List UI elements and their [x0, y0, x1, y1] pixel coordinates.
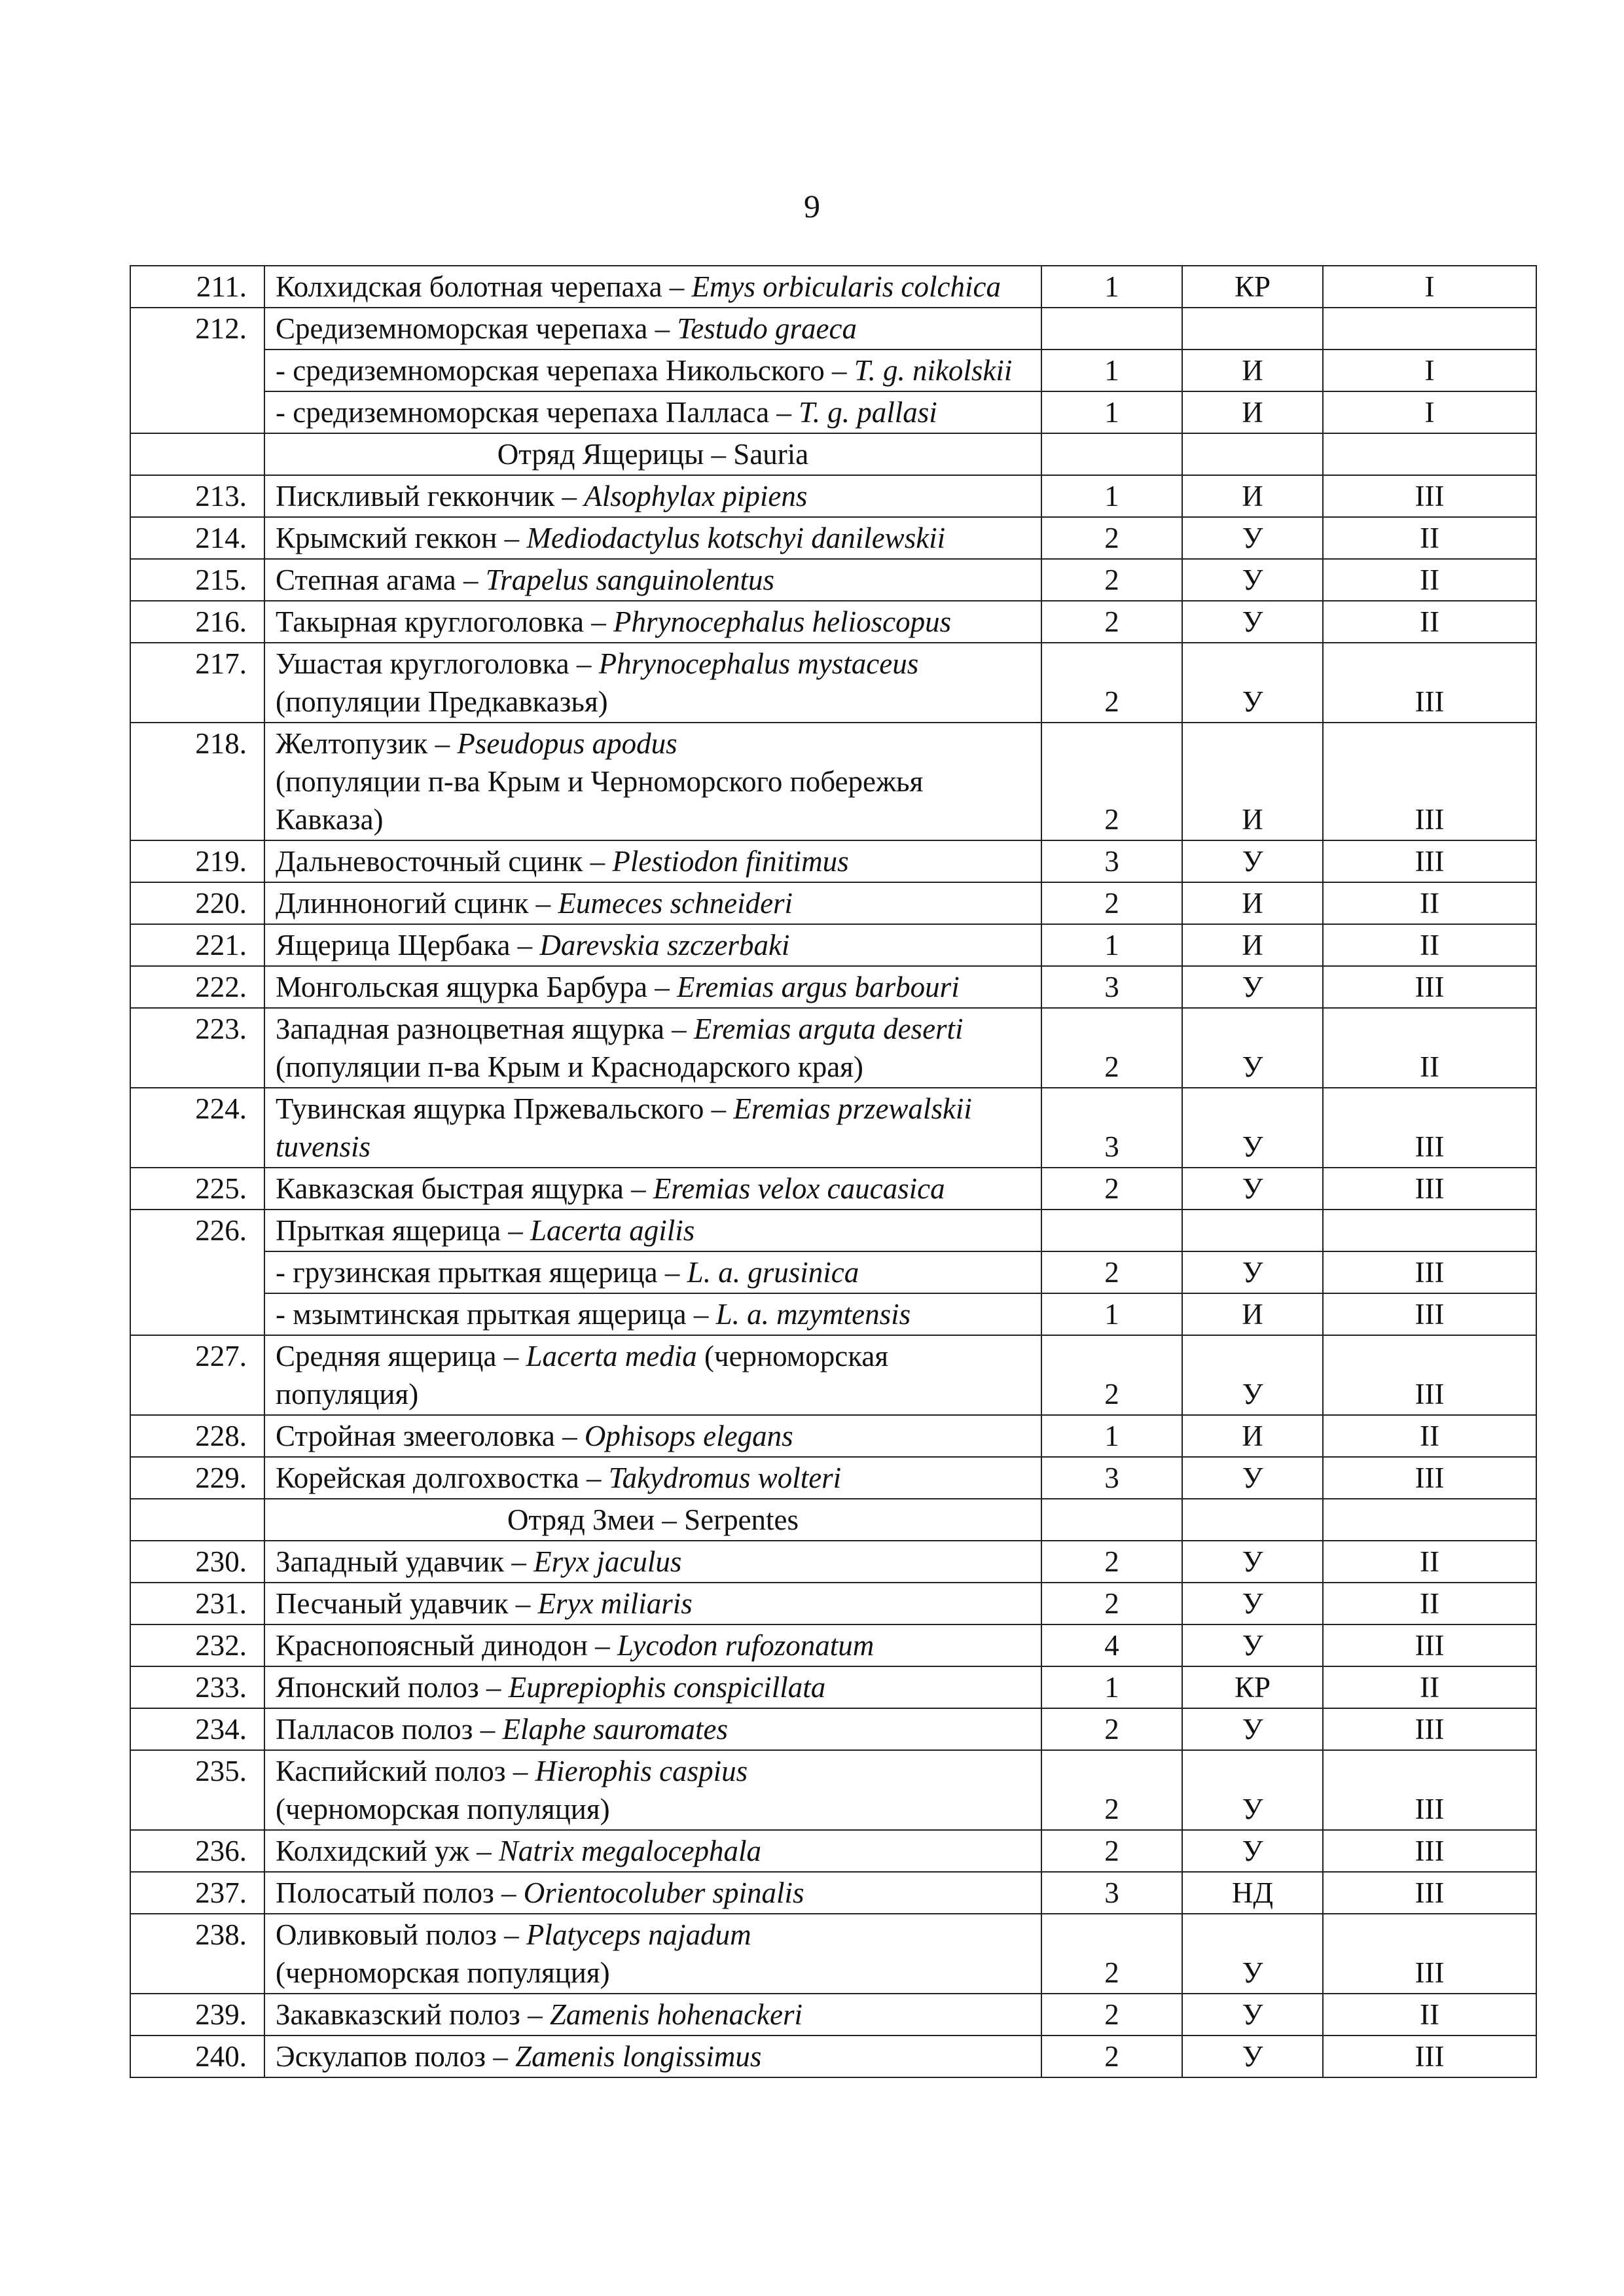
priority-class: III — [1323, 1457, 1536, 1499]
category-number: 2 — [1041, 559, 1182, 601]
species-name — [264, 1666, 1041, 1708]
priority-class: II — [1323, 924, 1536, 966]
status-code: У — [1182, 966, 1323, 1008]
russian-name: Корейская долгохвостка – — [276, 1462, 609, 1494]
species-row — [130, 475, 1536, 517]
priority-class: I — [1323, 391, 1536, 433]
species-row — [130, 1583, 1536, 1624]
russian-name: Ящерица Щербака – — [276, 929, 540, 961]
russian-name: Пискливый геккончик – — [276, 480, 585, 512]
latin-name: Eumeces schneideri — [558, 887, 793, 920]
priority-class — [1323, 1210, 1536, 1251]
priority-class — [1323, 308, 1536, 350]
species-row — [130, 882, 1536, 924]
status-code: У — [1182, 1168, 1323, 1210]
russian-name: Закавказский полоз – — [276, 1998, 550, 2031]
species-name — [264, 643, 1041, 723]
row-number: 236. — [130, 1830, 264, 1872]
russian-name: Стройная змееголовка – — [276, 1420, 585, 1452]
population-note: (черноморская популяция) — [276, 1956, 610, 1989]
status-code: У — [1182, 1750, 1323, 1830]
population-note: (черноморская популяция) — [276, 1340, 889, 1410]
status-code: У — [1182, 1335, 1323, 1415]
latin-name: Lacerta agilis — [530, 1214, 695, 1247]
population-note: (популяции п-ва Крым и Краснодарского края) — [276, 1050, 863, 1083]
row-number: 218. — [130, 723, 264, 840]
species-row — [130, 840, 1536, 882]
row-number — [130, 433, 264, 475]
priority-class: II — [1323, 1583, 1536, 1624]
row-number: 220. — [130, 882, 264, 924]
species-row — [130, 1210, 1536, 1251]
latin-name: Pseudopus apodus — [457, 727, 677, 760]
russian-name: Каспийский полоз – — [276, 1755, 535, 1787]
category-number: 2 — [1041, 1994, 1182, 2036]
species-name — [264, 924, 1041, 966]
category-number: 2 — [1041, 1750, 1182, 1830]
species-row — [130, 924, 1536, 966]
priority-class: III — [1323, 1872, 1536, 1914]
species-name — [264, 391, 1041, 433]
latin-name: Orientocoluber spinalis — [523, 1876, 804, 1909]
status-code: КР — [1182, 266, 1323, 308]
row-number: 213. — [130, 475, 264, 517]
russian-name: - грузинская прыткая ящерица – — [276, 1256, 687, 1289]
status-code: У — [1182, 1708, 1323, 1750]
species-row — [130, 1251, 1536, 1293]
species-name — [264, 1210, 1041, 1251]
category-number: 2 — [1041, 601, 1182, 643]
species-row — [130, 643, 1536, 723]
category-number: 2 — [1041, 1708, 1182, 1750]
latin-name: Takydromus wolteri — [608, 1462, 842, 1494]
russian-name: Песчаный удавчик – — [276, 1587, 538, 1620]
russian-name: Дальневосточный сцинк – — [276, 845, 613, 878]
species-row — [130, 1830, 1536, 1872]
order-header-row — [130, 1499, 1536, 1541]
status-code: И — [1182, 1415, 1323, 1457]
species-row — [130, 1293, 1536, 1335]
latin-name: Lacerta media — [526, 1340, 697, 1372]
latin-name: Eryx miliaris — [537, 1587, 693, 1620]
species-row — [130, 1914, 1536, 1994]
russian-name: Тувинская ящурка Пржевальского – — [276, 1092, 734, 1125]
species-name — [264, 1335, 1041, 1415]
empty-cell — [1182, 1499, 1323, 1541]
russian-name: - средиземноморская черепаха Никольского – — [276, 354, 854, 387]
category-number: 3 — [1041, 966, 1182, 1008]
category-number — [1041, 1210, 1182, 1251]
species-row — [130, 966, 1536, 1008]
russian-name: Такырная круглоголовка – — [276, 605, 613, 638]
status-code: И — [1182, 924, 1323, 966]
row-number: 226. — [130, 1210, 264, 1335]
species-name — [264, 308, 1041, 350]
priority-class: I — [1323, 350, 1536, 391]
species-name — [264, 601, 1041, 643]
priority-class: III — [1323, 1335, 1536, 1415]
latin-name: Phrynocephalus helioscopus — [613, 605, 952, 638]
russian-name: Оливковый полоз – — [276, 1918, 526, 1951]
priority-class: III — [1323, 723, 1536, 840]
order-title: Отряд Ящерицы – Sauria — [264, 433, 1041, 475]
russian-name: Эскулапов полоз – — [276, 2040, 516, 2073]
priority-class: II — [1323, 559, 1536, 601]
row-number: 231. — [130, 1583, 264, 1624]
page-number: 9 — [804, 188, 820, 224]
status-code: У — [1182, 601, 1323, 643]
category-number: 2 — [1041, 643, 1182, 723]
russian-name: Краснопоясный динодон – — [276, 1629, 617, 1662]
species-row — [130, 1750, 1536, 1830]
status-code: У — [1182, 2036, 1323, 2077]
priority-class: III — [1323, 1708, 1536, 1750]
order-header-row — [130, 433, 1536, 475]
empty-cell — [1041, 433, 1182, 475]
species-name — [264, 350, 1041, 391]
priority-class: II — [1323, 1994, 1536, 2036]
latin-name: Emys orbicularis colchica — [691, 270, 1001, 303]
russian-name: Японский полоз – — [276, 1671, 509, 1704]
russian-name: Кавказская быстрая ящурка – — [276, 1172, 653, 1205]
row-number: 232. — [130, 1624, 264, 1666]
latin-name: Eremias przewalskii tuvensis — [276, 1092, 972, 1163]
latin-name: Ophisops elegans — [584, 1420, 793, 1452]
category-number: 1 — [1041, 1293, 1182, 1335]
latin-name: L. a. grusinica — [687, 1256, 859, 1289]
species-name — [264, 966, 1041, 1008]
status-code: У — [1182, 1251, 1323, 1293]
category-number — [1041, 308, 1182, 350]
species-name — [264, 475, 1041, 517]
priority-class: II — [1323, 1666, 1536, 1708]
priority-class: III — [1323, 2036, 1536, 2077]
russian-name: Степная агама – — [276, 564, 486, 596]
status-code: У — [1182, 1088, 1323, 1168]
latin-name: Darevskia szczerbaki — [539, 929, 790, 961]
status-code — [1182, 1210, 1323, 1251]
latin-name: Eremias argus barbouri — [677, 971, 960, 1003]
species-name — [264, 2036, 1041, 2077]
latin-name: T. g. nikolskii — [854, 354, 1013, 387]
species-name — [264, 1872, 1041, 1914]
priority-class: III — [1323, 1168, 1536, 1210]
row-number: 227. — [130, 1335, 264, 1415]
species-row — [130, 559, 1536, 601]
row-number: 219. — [130, 840, 264, 882]
status-code: У — [1182, 517, 1323, 559]
priority-class: III — [1323, 1914, 1536, 1994]
species-row — [130, 308, 1536, 350]
status-code: КР — [1182, 1666, 1323, 1708]
row-number: 240. — [130, 2036, 264, 2077]
category-number: 1 — [1041, 924, 1182, 966]
status-code: У — [1182, 1624, 1323, 1666]
species-row — [130, 2036, 1536, 2077]
category-number: 2 — [1041, 1914, 1182, 1994]
category-number: 3 — [1041, 1457, 1182, 1499]
species-row — [130, 601, 1536, 643]
species-name — [264, 1088, 1041, 1168]
species-name — [264, 1708, 1041, 1750]
priority-class: III — [1323, 1293, 1536, 1335]
species-row — [130, 1624, 1536, 1666]
latin-name: Mediodactylus kotschyi danilewskii — [526, 522, 946, 554]
latin-name: Eremias arguta deserti — [693, 1013, 964, 1045]
priority-class: II — [1323, 517, 1536, 559]
latin-name: Testudo graeca — [677, 312, 857, 345]
status-code: НД — [1182, 1872, 1323, 1914]
russian-name: Желтопузик – — [276, 727, 458, 760]
russian-name: Полосатый полоз – — [276, 1876, 524, 1909]
species-name — [264, 1914, 1041, 1994]
order-title: Отряд Змеи – Serpentes — [264, 1499, 1041, 1541]
category-number: 1 — [1041, 266, 1182, 308]
row-number: 238. — [130, 1914, 264, 1994]
priority-class: II — [1323, 1541, 1536, 1583]
status-code: У — [1182, 840, 1323, 882]
category-number: 3 — [1041, 840, 1182, 882]
row-number: 225. — [130, 1168, 264, 1210]
russian-name: Палласов полоз – — [276, 1713, 503, 1746]
row-number: 211. — [130, 266, 264, 308]
priority-class: II — [1323, 882, 1536, 924]
status-code: И — [1182, 475, 1323, 517]
empty-cell — [1041, 1499, 1182, 1541]
species-name — [264, 882, 1041, 924]
species-name — [264, 1750, 1041, 1830]
species-row — [130, 1088, 1536, 1168]
row-number: 221. — [130, 924, 264, 966]
row-number: 223. — [130, 1008, 264, 1088]
species-row — [130, 1335, 1536, 1415]
status-code: У — [1182, 1830, 1323, 1872]
row-number: 217. — [130, 643, 264, 723]
status-code: И — [1182, 391, 1323, 433]
russian-name: Колхидская болотная черепаха – — [276, 270, 692, 303]
priority-class: II — [1323, 1008, 1536, 1088]
row-number — [130, 1499, 264, 1541]
row-number: 229. — [130, 1457, 264, 1499]
priority-class: II — [1323, 601, 1536, 643]
row-number: 214. — [130, 517, 264, 559]
russian-name: Длинноногий сцинк – — [276, 887, 558, 920]
row-number: 237. — [130, 1872, 264, 1914]
species-name — [264, 1293, 1041, 1335]
population-note: (популяции Предкавказья) — [276, 685, 608, 718]
row-number: 234. — [130, 1708, 264, 1750]
species-name — [264, 1830, 1041, 1872]
latin-name: Elaphe sauromates — [502, 1713, 729, 1746]
species-row — [130, 1872, 1536, 1914]
latin-name: Eremias velox caucasica — [653, 1172, 945, 1205]
species-name — [264, 1415, 1041, 1457]
species-name — [264, 1541, 1041, 1583]
priority-class: III — [1323, 1830, 1536, 1872]
species-row — [130, 1457, 1536, 1499]
russian-name: Западная разноцветная ящурка – — [276, 1013, 694, 1045]
latin-name: Phrynocephalus mystaceus — [598, 647, 919, 680]
priority-class: I — [1323, 266, 1536, 308]
species-name — [264, 559, 1041, 601]
category-number: 2 — [1041, 1541, 1182, 1583]
russian-name: Средняя ящерица – — [276, 1340, 526, 1372]
category-number: 2 — [1041, 882, 1182, 924]
species-row — [130, 350, 1536, 391]
species-row — [130, 1541, 1536, 1583]
priority-class: II — [1323, 1415, 1536, 1457]
category-number: 1 — [1041, 391, 1182, 433]
status-code: И — [1182, 882, 1323, 924]
status-code: И — [1182, 350, 1323, 391]
row-number: 239. — [130, 1994, 264, 2036]
species-name — [264, 1008, 1041, 1088]
priority-class: III — [1323, 475, 1536, 517]
latin-name: T. g. pallasi — [799, 396, 937, 429]
category-number: 1 — [1041, 350, 1182, 391]
priority-class: III — [1323, 1088, 1536, 1168]
species-name — [264, 1583, 1041, 1624]
category-number: 1 — [1041, 1415, 1182, 1457]
priority-class: III — [1323, 966, 1536, 1008]
russian-name: Прыткая ящерица – — [276, 1214, 530, 1247]
russian-name: Западный удавчик – — [276, 1545, 534, 1578]
latin-name: Lycodon rufozonatum — [617, 1629, 875, 1662]
category-number: 3 — [1041, 1088, 1182, 1168]
category-number: 2 — [1041, 723, 1182, 840]
priority-class: III — [1323, 1624, 1536, 1666]
row-number: 235. — [130, 1750, 264, 1830]
latin-name: Zamenis hohenackeri — [549, 1998, 803, 2031]
empty-cell — [1182, 433, 1323, 475]
latin-name: Plestiodon finitimus — [612, 845, 849, 878]
row-number: 224. — [130, 1088, 264, 1168]
category-number: 2 — [1041, 2036, 1182, 2077]
species-row — [130, 1415, 1536, 1457]
species-row — [130, 1168, 1536, 1210]
species-table — [130, 265, 1537, 2078]
category-number: 2 — [1041, 1830, 1182, 1872]
status-code: И — [1182, 723, 1323, 840]
row-number: 216. — [130, 601, 264, 643]
category-number: 2 — [1041, 1251, 1182, 1293]
population-note: (черноморская популяция) — [276, 1793, 610, 1825]
status-code: У — [1182, 1583, 1323, 1624]
status-code: У — [1182, 1914, 1323, 1994]
species-name — [264, 840, 1041, 882]
species-row — [130, 723, 1536, 840]
latin-name: Euprepiophis conspicillata — [508, 1671, 826, 1704]
category-number: 1 — [1041, 475, 1182, 517]
species-name — [264, 1994, 1041, 2036]
latin-name: Zamenis longissimus — [515, 2040, 762, 2073]
empty-cell — [1323, 433, 1536, 475]
priority-class: III — [1323, 840, 1536, 882]
category-number: 3 — [1041, 1872, 1182, 1914]
status-code: У — [1182, 1994, 1323, 2036]
row-number: 233. — [130, 1666, 264, 1708]
status-code: У — [1182, 643, 1323, 723]
status-code: У — [1182, 1541, 1323, 1583]
empty-cell — [1323, 1499, 1536, 1541]
category-number: 2 — [1041, 517, 1182, 559]
species-row — [130, 1008, 1536, 1088]
status-code — [1182, 308, 1323, 350]
species-row — [130, 266, 1536, 308]
russian-name: Колхидский уж – — [276, 1835, 499, 1867]
row-number: 222. — [130, 966, 264, 1008]
status-code: У — [1182, 1457, 1323, 1499]
latin-name: L. a. mzymtensis — [715, 1298, 911, 1331]
species-row — [130, 1708, 1536, 1750]
species-name — [264, 1457, 1041, 1499]
category-number: 2 — [1041, 1008, 1182, 1088]
latin-name: Alsophylax pipiens — [584, 480, 808, 512]
row-number: 215. — [130, 559, 264, 601]
latin-name: Natrix megalocephala — [498, 1835, 762, 1867]
species-table-body — [130, 266, 1536, 2077]
species-name — [264, 723, 1041, 840]
population-note: (популяции п-ва Крым и Черноморского побережья Кавказа) — [276, 765, 924, 836]
species-name — [264, 1624, 1041, 1666]
status-code: У — [1182, 559, 1323, 601]
species-name — [264, 1251, 1041, 1293]
row-number: 212. — [130, 308, 264, 433]
status-code: У — [1182, 1008, 1323, 1088]
category-number: 2 — [1041, 1335, 1182, 1415]
priority-class: III — [1323, 1750, 1536, 1830]
species-row — [130, 1666, 1536, 1708]
category-number: 2 — [1041, 1583, 1182, 1624]
category-number: 4 — [1041, 1624, 1182, 1666]
russian-name: - средиземноморская черепаха Палласа – — [276, 396, 799, 429]
species-name — [264, 266, 1041, 308]
russian-name: Крымский геккон – — [276, 522, 527, 554]
category-number: 2 — [1041, 1168, 1182, 1210]
species-row — [130, 517, 1536, 559]
priority-class: III — [1323, 643, 1536, 723]
species-row — [130, 1994, 1536, 2036]
russian-name: Средиземноморская черепаха – — [276, 312, 677, 345]
russian-name: - мзымтинская прыткая ящерица – — [276, 1298, 716, 1331]
russian-name: Ушастая круглоголовка – — [276, 647, 599, 680]
latin-name: Platyceps najadum — [526, 1918, 751, 1951]
status-code: И — [1182, 1293, 1323, 1335]
species-name — [264, 517, 1041, 559]
latin-name: Eryx jaculus — [533, 1545, 682, 1578]
row-number: 228. — [130, 1415, 264, 1457]
species-name — [264, 1168, 1041, 1210]
latin-name: Trapelus sanguinolentus — [485, 564, 775, 596]
latin-name: Hierophis caspius — [535, 1755, 748, 1787]
category-number: 1 — [1041, 1666, 1182, 1708]
russian-name: Монгольская ящурка Барбура – — [276, 971, 677, 1003]
species-row — [130, 391, 1536, 433]
priority-class: III — [1323, 1251, 1536, 1293]
row-number: 230. — [130, 1541, 264, 1583]
